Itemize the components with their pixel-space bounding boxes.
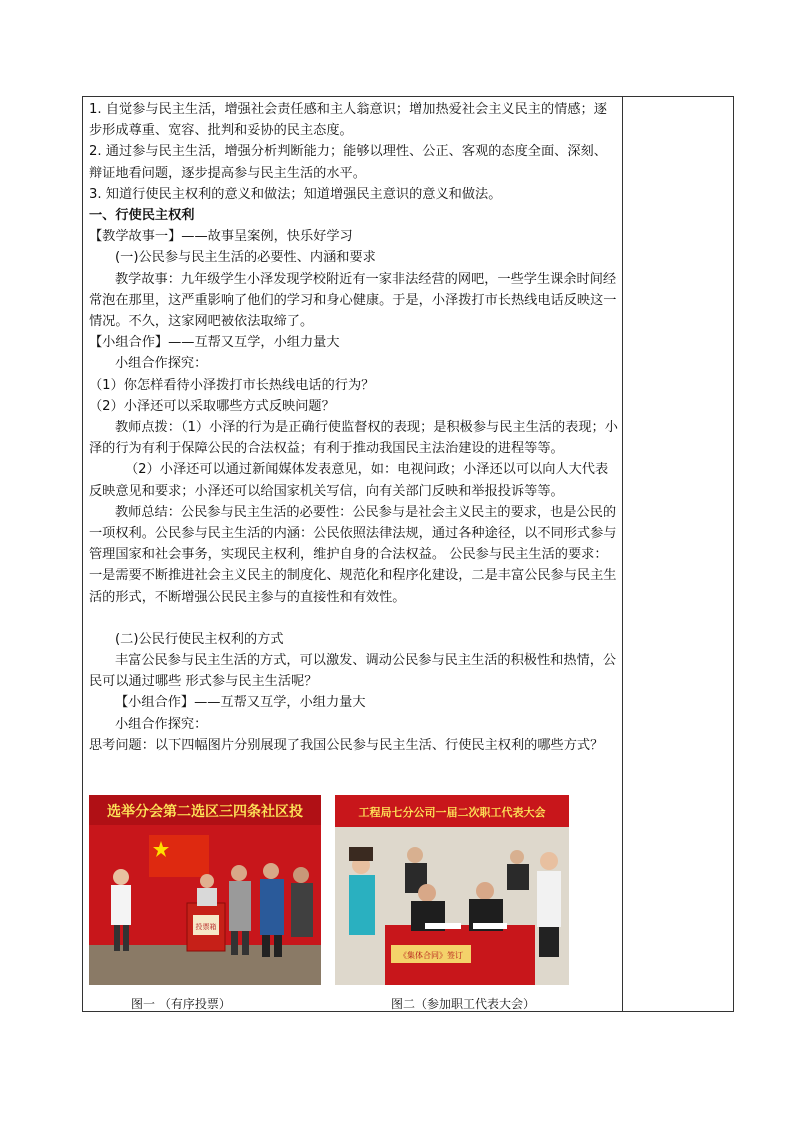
congress-photo <box>335 795 569 985</box>
objective-2: 2. 通过参与民主生活，增强分析判断能力；能够以理性、公正、客观的态度全面、深刻、辩证地看问题，逐步提高参与民主生活的水平。 <box>89 144 607 181</box>
paragraph-2: 丰富公民参与民主生活的方式，可以激发、调动公民参与民主生活的积极性和热情，公民可以通过哪些 形式参与民主生活呢？ <box>89 653 617 690</box>
teacher-answer-1: 教师点拨：（1）小泽的行为是正确行使监督权的表现；是积极参与民主生活的表现；小泽的行为有利于保障公民的合法权益；有利于推动我国民主法治建设的进程等等。 <box>89 420 618 457</box>
question-1: （1）你怎样看待小泽拨打市长热线电话的行为？ <box>89 377 375 393</box>
group-heading-1: 【小组合作】——互帮又互学，小组力量大 <box>89 335 340 351</box>
lesson-content <box>89 99 619 756</box>
story-text: 教学故事：九年级学生小泽发现学校附近有一家非法经营的网吧，一些学生课余时间经常泡在那里，这严重影响了他们的学习和身心健康。于是，小泽拨打市长热线电话反映这一情况。不久，这家网吧被依法取缔了。 <box>89 271 617 330</box>
section-title: 一、行使民主权利 <box>89 208 195 224</box>
question-2: （2）小泽还可以采取哪些方式反映问题？ <box>89 398 335 414</box>
subheading-1: (一)公民参与民主生活的必要性、内涵和要求 <box>115 250 376 266</box>
think-question: 思考问题：以下四幅图片分别展现了我国公民参与民主生活、行使民主权利的哪些方式？ <box>89 737 604 753</box>
teacher-answer-2: （2）小泽还可以通过新闻媒体发表意见，如：电视问政；小泽还以可以向人大代表反映意见和要求；小泽还可以给国家机关写信，向有关部门反映和举报投诉等等。 <box>89 462 609 499</box>
subheading-2: (二)公民行使民主权利的方式 <box>115 631 284 647</box>
caption-1: 图一 （有序投票） <box>131 997 231 1011</box>
photo-row <box>89 795 619 1011</box>
voting-banner-text: 选举分会第二选区三四条社区投 <box>107 804 303 820</box>
lesson-table <box>82 96 734 1012</box>
caption-2: 图二（参加职工代表大会） <box>391 997 536 1011</box>
objective-3: 3. 知道行使民主权利的意义和做法；知道增强民主意识的意义和做法。 <box>89 186 502 202</box>
story-heading: 【教学故事一】——故事呈案例，快乐好学习 <box>89 229 353 245</box>
ballot-box-label: 投票箱 <box>195 923 217 931</box>
explore-label-2: 小组合作探究： <box>115 716 208 732</box>
tablecloth-label: 《集体合同》签订 <box>399 951 463 960</box>
objective-1: 1. 自觉参与民主生活，增强社会责任感和主人翁意识；增加热爱社会主义民主的情感；逐步形成尊重、宽容、批判和妥协的民主态度。 <box>89 102 607 139</box>
column-divider <box>622 97 623 1011</box>
voting-photo <box>89 795 321 985</box>
explore-label-1: 小组合作探究： <box>115 356 208 372</box>
group-heading-2: 【小组合作】——互帮又互学，小组力量大 <box>115 695 366 711</box>
congress-banner-text: 工程局七分公司一届二次职工代表大会 <box>358 806 546 819</box>
teacher-summary: 教师总结：公民参与民主生活的必要性：公民参与是社会主义民主的要求，也是公民的一项权利。公民参与民主生活的内涵：公民依照法律法规，通过各种途径，以不同形式参与管理国家和社会事务，实现民主权利，维护自身的合法权益。 公民参与民主生活的要求：一是需要不断推进社会主义民主的制度化、规范化和程序化建设，二是丰富公民参与民主生活的形式，不断增强公民民主参与的直接性和有效性。 <box>89 504 617 605</box>
